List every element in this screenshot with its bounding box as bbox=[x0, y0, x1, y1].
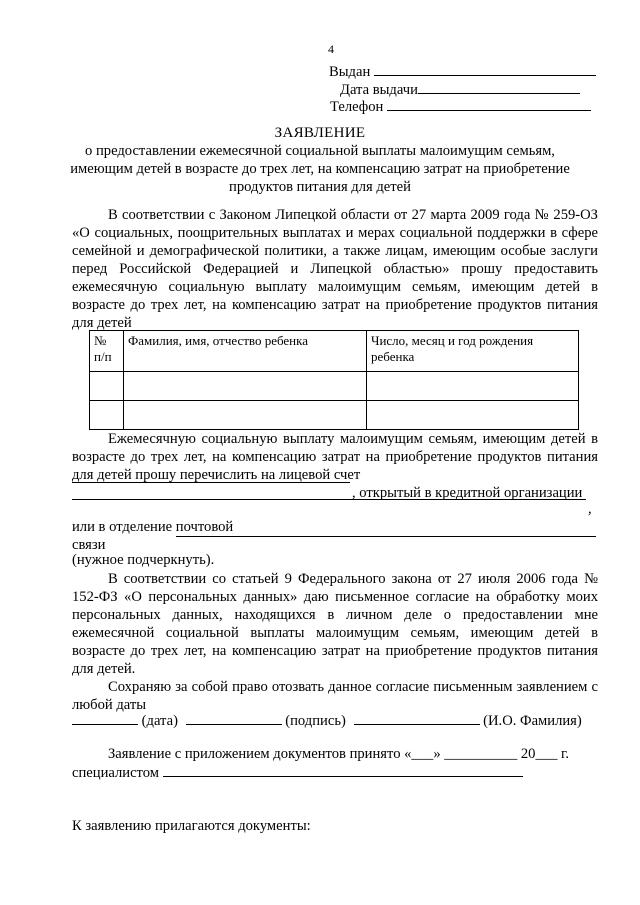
table-row bbox=[90, 401, 579, 430]
name-label: (И.О. Фамилия) bbox=[483, 713, 582, 729]
issued-input-line[interactable] bbox=[374, 62, 596, 76]
signature-label: (подпись) bbox=[285, 713, 346, 729]
post-office-label-1: или в отделение почтовой bbox=[72, 519, 234, 535]
table-cell[interactable] bbox=[367, 401, 579, 430]
table-cell[interactable] bbox=[124, 372, 367, 401]
issued-label: Выдан bbox=[329, 64, 371, 80]
date-label: (дата) bbox=[141, 713, 178, 729]
consent-paragraph: В соответствии со статьей 9 Федерального закона от 27 июля 2006 года № 152-ФЗ «О персональных данных» даю письменное согласие на обработку моих персональных данных, находящихся в личном деле о предоставлении мне ежемесячной социальной выплаты малоимущим семьям, имеющим детей в возрасте до трех лет, на компенсацию затрат на приобретение продуктов питания для детей. bbox=[72, 571, 598, 677]
page-number: 4 bbox=[328, 42, 334, 56]
issued-field bbox=[329, 62, 596, 81]
issue-date-label: Дата выдачи bbox=[340, 82, 418, 98]
accepted-line: Заявление с приложением документов принято «___» __________ 20___ г. bbox=[108, 746, 570, 762]
phone-input-line[interactable] bbox=[387, 97, 591, 111]
bank-name-line[interactable] bbox=[72, 499, 586, 500]
specialist-label: специалистом bbox=[72, 765, 159, 781]
phone-field bbox=[330, 97, 591, 116]
signature-row bbox=[72, 711, 582, 730]
subtitle-line: продуктов питания для детей bbox=[229, 179, 411, 195]
table-cell[interactable] bbox=[124, 401, 367, 430]
subtitle-line: о предоставлении ежемесячной социальной выплаты малоимущим семьям, bbox=[85, 143, 555, 159]
post-office-label-2: связи bbox=[72, 537, 106, 553]
name-input-line[interactable] bbox=[354, 711, 480, 725]
trailing-comma: , bbox=[588, 501, 592, 517]
issue-date-input-line[interactable] bbox=[418, 80, 580, 94]
account-number-line[interactable] bbox=[72, 482, 350, 483]
request-paragraph: В соответствии с Законом Липецкой области от 27 марта 2009 года № 259-ОЗ «О социальных, поощрительных выплатах и мерах социальной поддержки в сфере семейной и демографической политики, а также лицам, имеющим особые заслуги перед Российской Федерацией и Липецкой областью» прошу предоставить ежемесячную социальную выплату малоимущим семьям, имеющим детей в возрасте до трех лет, на компенсацию затрат на приобретение продуктов питания для детей bbox=[72, 207, 598, 331]
attachments-label: К заявлению прилагаются документы: bbox=[72, 818, 311, 834]
table-header-name: Фамилия, имя, отчество ребенка bbox=[124, 331, 367, 372]
specialist-input-line[interactable] bbox=[163, 763, 523, 777]
table-cell[interactable] bbox=[90, 401, 124, 430]
table-header-row bbox=[90, 331, 579, 372]
table-header-birthdate: Число, месяц и год рождения ребенка bbox=[367, 331, 579, 372]
revoke-paragraph: Сохраняю за собой право отозвать данное согласие письменным заявлением с любой даты bbox=[72, 679, 598, 713]
table-cell[interactable] bbox=[367, 372, 579, 401]
subtitle-line: имеющим детей в возрасте до трех лет, на компенсацию затрат на приобретение bbox=[70, 161, 570, 177]
table-cell[interactable] bbox=[90, 372, 124, 401]
post-office-line[interactable] bbox=[176, 536, 596, 537]
date-input-line[interactable] bbox=[72, 711, 138, 725]
table-header-number: № п/п bbox=[90, 331, 124, 372]
payment-paragraph: Ежемесячную социальную выплату малоимущим семьям, имеющим детей в возрасте до трех лет, на компенсацию затрат на приобретение продуктов питания для детей прошу перечислить на лицевой счет bbox=[72, 431, 598, 483]
document-subtitle bbox=[40, 142, 600, 196]
phone-label: Телефон bbox=[330, 99, 384, 115]
document-title: ЗАЯВЛЕНИЕ bbox=[274, 125, 366, 141]
specialist-row bbox=[72, 763, 523, 782]
underline-note: (нужное подчеркнуть). bbox=[72, 552, 215, 568]
table-row bbox=[90, 372, 579, 401]
signature-input-line[interactable] bbox=[186, 711, 282, 725]
account-suffix: , открытый в кредитной организации bbox=[352, 485, 583, 501]
children-table bbox=[89, 330, 579, 430]
